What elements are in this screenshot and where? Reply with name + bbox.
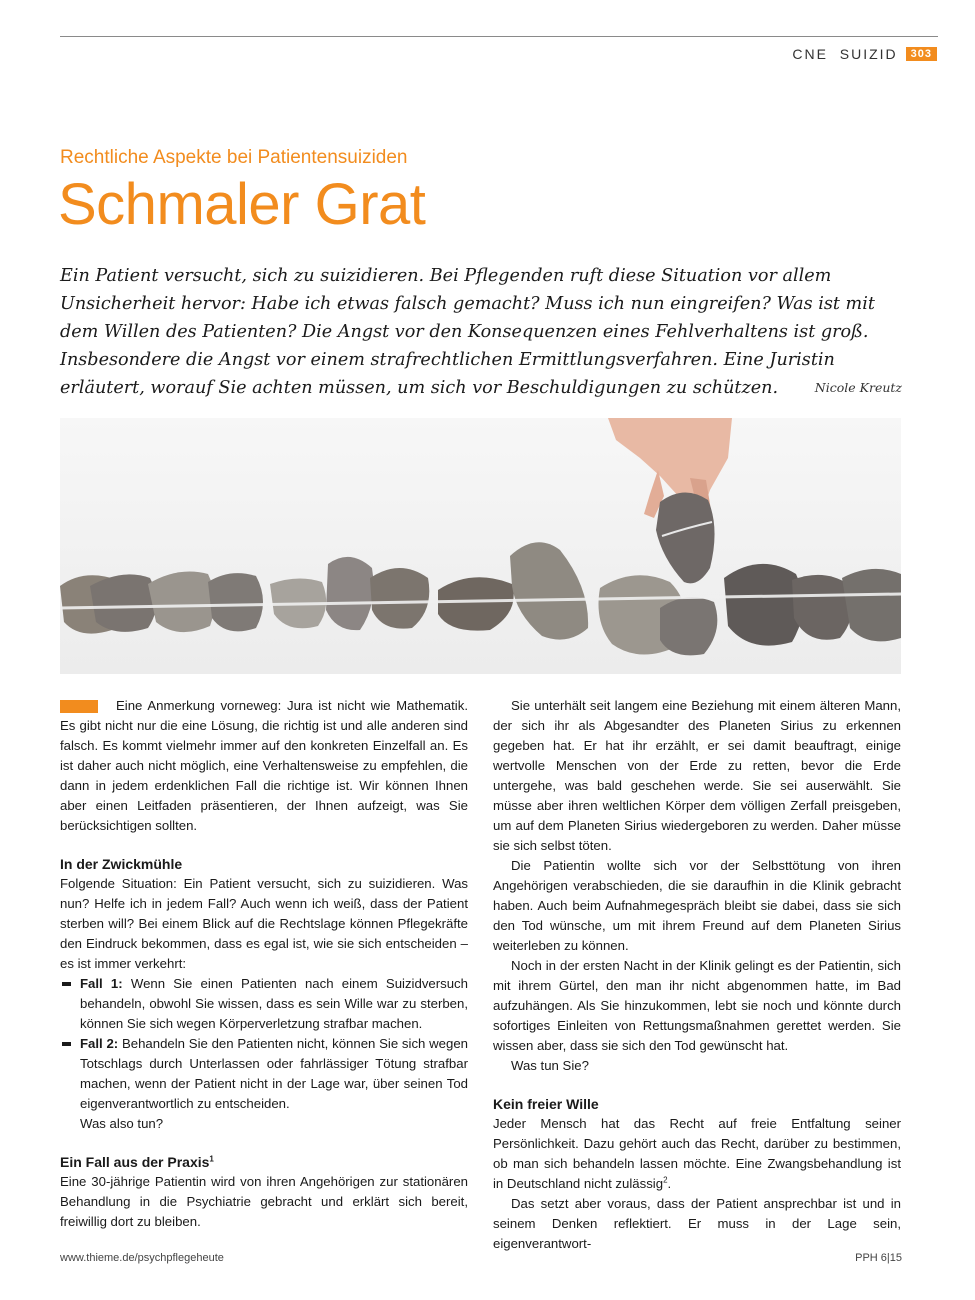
question-line: Was tun Sie? (511, 1058, 589, 1073)
stones-illustration (60, 418, 901, 674)
footnote-ref: 1 (209, 1154, 214, 1164)
footer-url: www.thieme.de/psychpflegeheute (60, 1252, 224, 1264)
heading-fall-praxis (60, 1152, 468, 1172)
paragraph-precondition: Das setzt aber voraus, dass der Patient ansprechbar ist und in seinem Denken reflektiert. Er muss in der Lage sein, eigenverantwort- (493, 1196, 901, 1251)
heading-text: Ein Fall aus der Praxis (60, 1154, 210, 1170)
article-title: Schmaler Grat (58, 172, 426, 237)
page-number-badge: 303 (906, 47, 937, 61)
list-item (60, 1034, 468, 1114)
footnote-ref: 2 (663, 1175, 668, 1185)
paragraph-night: Noch in der ersten Nacht in der Klinik gelingt es der Patientin, sich mit ihrem Gürtel, den man ihr nicht abgenommen hatte, im Bad aufzuhängen. Als Sie hinzukommen, lebt sie noch und könnte durch sofortiges Einleiten von Rettungsmaßnahmen gerettet werden. Sie wissen aber, dass sie sich den Tod gewünscht hat. (493, 958, 901, 1053)
paragraph-situation: Folgende Situation: Ein Patient versucht, sich zu suizidieren. Was nun? Helfe ich in jedem Fall? Auch wenn ich weiß, dass der Patient sterben will? Bei einem Blick auf die Rechtslage können Pflegekräfte den Eindruck bekommen, dass es egal ist, wie sie sich entscheiden – es ist immer verkehrt: (60, 876, 468, 971)
section-label: CNE SUIZID (792, 46, 898, 62)
article-lead: Ein Patient versucht, sich zu suizidieren. Bei Pflegenden ruft diese Situation vor allem Unsicherheit hervor: Habe ich etwas falsch gemacht? Muss ich nun eingreifen? Was ist mit dem Willen des Patienten? Die Angst vor den Konsequenzen eines Fehlverhaltens ist groß. Insbesondere die Angst vor einem strafrechtlichen Ermittlungsverfahren. Eine Juristin erläutert, worauf Sie achten müssen, um sich vor Beschuldigungen zu schützen. (60, 266, 875, 398)
rights-text: Jeder Mensch hat das Recht auf freie Entfaltung seiner Persönlichkeit. Dazu gehört auch das Recht, darüber zu bestimmen, ob man sich behandeln lassen möchte. Eine Zwangsbehandlung ist in Deutschland nicht zulässig (493, 1116, 901, 1191)
running-head (792, 46, 937, 62)
intro-paragraph (60, 696, 468, 836)
paragraph-marker (60, 700, 98, 713)
paragraph-farewell: Die Patientin wollte sich vor der Selbsttötung von ihren Angehörigen verabschieden, die sie daraufhin in die Klinik gebracht haben. Auch beim Aufnahmegespräch bleibt sie dabei, dass sie sich den Tod wünsche, um mit ihrem Freund auf dem Planeten Sirius weiterleben zu können. (493, 858, 901, 953)
case-2-text: Behandeln Sie den Patienten nicht, können Sie sich wegen Totschlags durch Unterlassen oder fahrlässiger Tötung strafbar machen, wenn der Patient nicht in der Lage war, über seinen Tod eigenverantwortlich zu entscheiden. (80, 1036, 468, 1111)
heading-freier-wille: Kein freier Wille (493, 1096, 599, 1112)
paragraph-sirius: Sie unterhält seit langem eine Beziehung mit einem älteren Mann, der sich ihr als Abgesandter des Planeten Sirius zu erkennen gegeben hat. Er hat ihr erzählt, er sei damit beauftragt, einige wertvolle Menschen von der Erde zu retten, bevor die Erde untergehe, was bald geschehen werde. Sie sei auserwählt. Sie müsse aber ihren weltlichen Körper dem völligen Zerfall preisgeben, um auf dem Planeten Sirius wiedergeboren zu werden. Daher müsse sie sich selbst töten. (493, 698, 901, 853)
stones-photo (60, 418, 901, 674)
paragraph-rights (493, 1114, 901, 1194)
case-2-label: Fall 2: (80, 1036, 119, 1051)
question-line: Was also tun? (80, 1116, 164, 1131)
paragraph-case: Eine 30-jährige Patientin wird von ihren Angehörigen zur stationären Behandlung in die Psychiatrie gebracht und erklärt sich bereit, freiwillig dort zu bleiben. (60, 1174, 468, 1229)
case-1-text: Wenn Sie einen Patienten nach einem Suizidversuch behandeln, obwohl Sie wissen, dass es sein Wille war zu sterben, können Sie sich wegen Körperverletzung strafbar machen. (80, 976, 468, 1031)
rights-text-end: . (667, 1176, 672, 1191)
list-item (60, 974, 468, 1034)
intro-text: Eine Anmerkung vorneweg: Jura ist nicht wie Mathematik. Es gibt nicht nur die eine Lösung, die richtig ist und alle anderen sind falsch. Es kommt vielmehr immer auf den konkreten Einzelfall an. Es ist daher auch nicht möglich, eine Verhaltensweise zu empfehlen, die dann in jedem erdenklichen Fall die richtige ist. Wir können Ihnen aber einen Leitfaden präsentieren, der Ihnen aufzeigt, was Sie berücksichtigen sollten. (60, 698, 468, 833)
top-rule (60, 36, 938, 37)
case-list (60, 974, 468, 1114)
left-column (60, 696, 468, 1232)
article-kicker: Rechtliche Aspekte bei Patientensuiziden (60, 147, 408, 168)
case-1-label: Fall 1: (80, 976, 123, 991)
right-column (493, 696, 901, 1254)
footer-issue: PPH 6|15 (855, 1252, 902, 1264)
heading-zwickmuehle: In der Zwickmühle (60, 856, 183, 872)
article-author: Nicole Kreutz (814, 380, 902, 395)
